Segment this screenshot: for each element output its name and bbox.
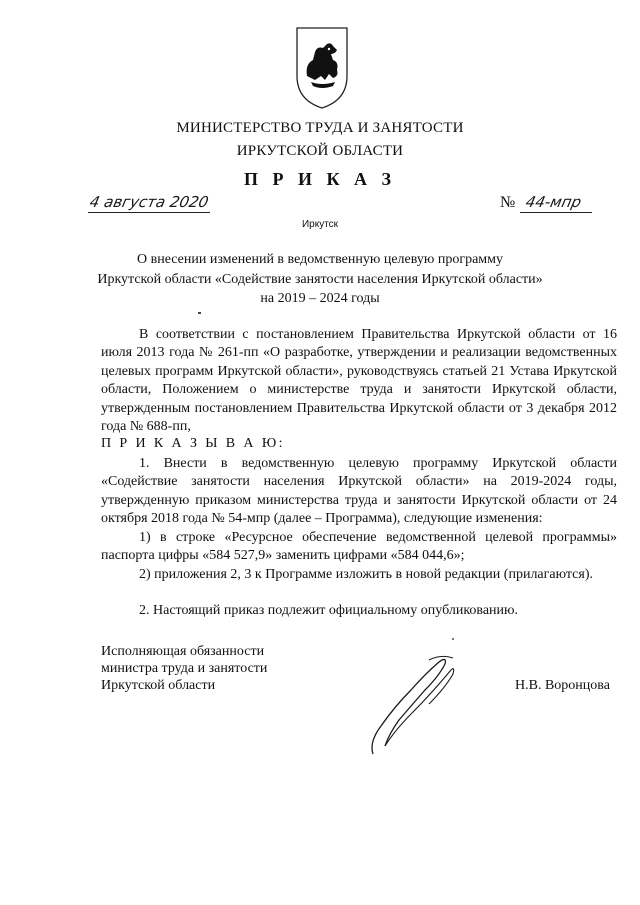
item-1-subitem-1: 1) в строке «Ресурсное обеспечение ведомственной целевой программы» паспорта цифры «584 527,9» заменить цифрами «584 044,6»; xyxy=(101,530,617,564)
preamble-paragraph: В соответствии с постановлением Правительства Иркутской области от 16 июля 2013 года № 261-пп «О разработке, утверждении и реализации ведомственных целевых программ Иркутской области», руководствуясь статьей 21 Устава Иркутской области, Положением о министерстве труда и занятости Иркутской области, утвержденным постановлением Правительства Иркутской области от 3 декабря 2012 года № 688-пп, xyxy=(101,327,617,435)
number-label: № xyxy=(500,194,516,211)
item-1-paragraph: 1. Внести в ведомственную целевую программу Иркутской области «Содействие занятости населения Иркутской области» на 2019-2024 годы, утвержденную приказом министерства труда и занятости Иркутской области от 24 октября 2018 года № 54-мпр (далее – Программа), следующие изменения: xyxy=(101,456,617,527)
document-type-title: П Р И К А З xyxy=(243,169,397,189)
ministry-name-line1: МИНИСТЕРСТВО ТРУДА И ЗАНЯТОСТИ xyxy=(176,120,464,136)
signatory-title-line1: Исполняющая обязанности xyxy=(101,644,265,659)
item-1-subitem-2: 2) приложения 2, 3 к Программе изложить в новой редакции (прилагаются). xyxy=(139,567,593,582)
stray-dot xyxy=(452,638,454,640)
handwritten-date: 4 августа 2020 xyxy=(88,193,211,211)
ministry-name-line2: ИРКУТСКОЙ ОБЛАСТИ xyxy=(236,143,404,159)
city-label: Иркутск xyxy=(301,219,339,230)
subject-line2: Иркутской области «Содействие занятости населения Иркутской области» xyxy=(97,272,543,287)
date-underline xyxy=(88,212,210,213)
item-2-paragraph: 2. Настоящий приказ подлежит официальному опубликованию. xyxy=(139,603,518,618)
subject-line3: на 2019 – 2024 годы xyxy=(260,291,380,306)
signatory-title-line3: Иркутской области xyxy=(101,678,216,693)
handwritten-number: 44-мпр xyxy=(524,193,584,211)
handwritten-signature xyxy=(355,650,465,760)
stray-mark xyxy=(198,312,201,314)
signatory-title-line2: министра труда и занятости xyxy=(101,661,268,676)
irkutsk-coat-of-arms-icon xyxy=(293,24,351,110)
number-underline xyxy=(520,212,592,213)
order-word: П Р И К А З Ы В А Ю: xyxy=(101,436,285,451)
signatory-name: Н.В. Воронцова xyxy=(515,678,610,693)
subject-line1: О внесении изменений в ведомственную целевую программу xyxy=(137,252,503,267)
